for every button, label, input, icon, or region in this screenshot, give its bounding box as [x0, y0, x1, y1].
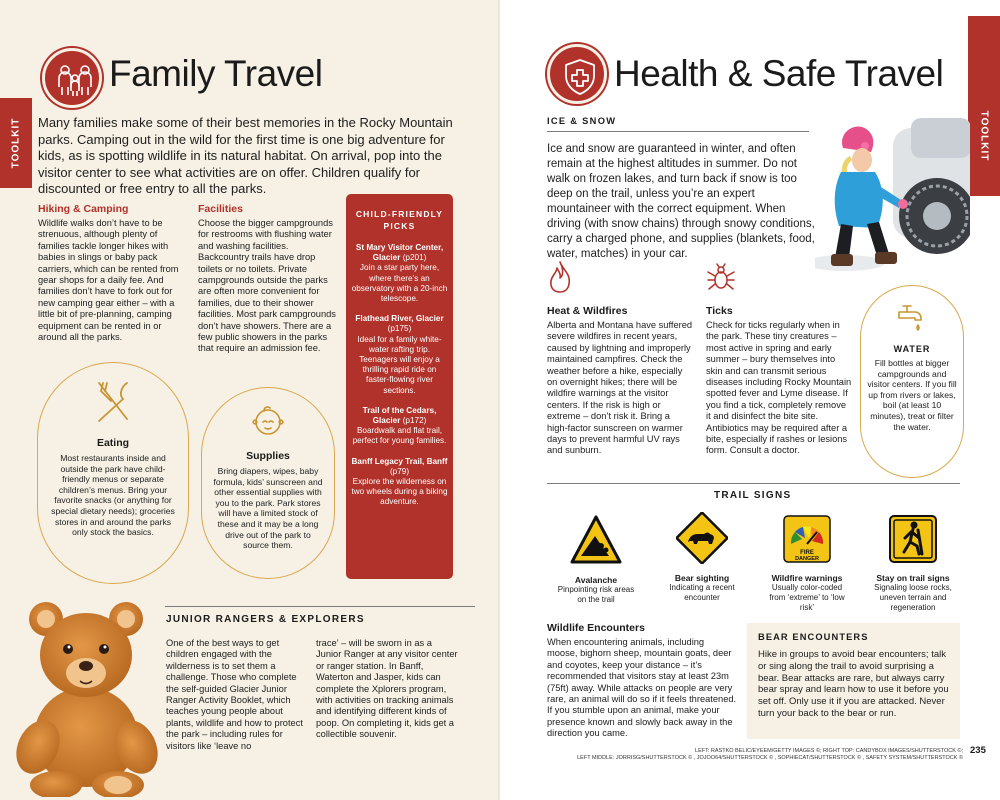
tick-icon: [706, 262, 736, 294]
bear-heading: BEAR ENCOUNTERS: [758, 632, 869, 642]
pick-name: Flathead River, Glacier: [355, 314, 444, 324]
pick-name: Trail of the Cedars, Glacier: [362, 405, 437, 426]
bear-sign-icon: [676, 512, 728, 564]
pick-ref: (p175): [387, 324, 412, 334]
ice-snow-text: Ice and snow are guaranteed in winter, and often remain at the highest altitudes in summer. Do not walk on frozen lakes, and turn back if snow is too deep on the trail, unless you’re an expert mountaineer with the correct equipment. When driving (with snow chains) through snowy conditions, carry a charged phone, and supplies (blankets, food, water, matches) in your car.: [547, 143, 815, 260]
hiking-heading: Hiking & Camping: [38, 203, 129, 215]
water-capsule: [860, 285, 964, 478]
supplies-capsule: [201, 387, 335, 579]
snow-chains-photo: [815, 108, 970, 278]
pick-item: [351, 457, 448, 508]
photo-credits-line2: LEFT MIDDLE: JORRISG/SHUTTERSTOCK © , JOJOO64/SHUTTERSTOCK © , SOPHIECAT/SHUTTERSTOCK © , SAFETY SYSTEM/SHUTTERSTOCK ©: [577, 755, 963, 761]
sign-bear: [660, 512, 744, 603]
facilities-section: [198, 203, 336, 355]
pick-name: Banff Legacy Trail, Banff: [351, 456, 448, 466]
sign-stay-on-trail: [865, 514, 961, 613]
sign-desc: Pinpointing risk areas on the trail: [557, 585, 635, 604]
fire-sign-text-line2: DANGER: [795, 556, 819, 562]
toolkit-tab-left: [0, 98, 32, 188]
ticks-text: Check for ticks regularly when in the park. These tiny creatures – most active in spring and early summer – bury themselves into skin and can transmit serious diseases including Rocky Mountain spotted fever and Lyme disease. If you find a tick, completely remove it and disinfect the bite site. Antibiotics may be required after a bite, especially if rashes or lesions form. Consult a doctor.: [706, 320, 852, 456]
trail-signs-divider: [547, 483, 960, 484]
baby-icon: [250, 402, 286, 438]
ice-divider: [547, 131, 809, 132]
pick-ref: (p201): [402, 253, 427, 263]
sign-title: Avalanche: [574, 575, 618, 585]
pick-desc: Join a star party here, where there’s an observatory with a 20-inch telescope.: [351, 263, 448, 304]
pick-name: St Mary Visitor Center, Glacier: [355, 243, 444, 263]
sign-title: Wildfire warnings: [771, 573, 843, 583]
toolkit-tab-right: [968, 16, 1000, 196]
fire-sign-text-line1: FIRE: [800, 550, 814, 556]
sign-title: Stay on trail signs: [876, 573, 950, 583]
ticks-section: [706, 305, 852, 457]
eating-heading: Eating: [96, 437, 130, 449]
junior-rangers-heading: JUNIOR RANGERS & EXPLORERS: [166, 614, 365, 625]
junior-rangers-col1: One of the best ways to get children engaged with the wilderness is to set them a challenge. Those who complete the self-guided Glacier Junior Ranger Activity Booklet, which teaches young people about plants, wildlife and how to protect the park – including rules for visitors like ‘leave no: [166, 638, 303, 751]
section-divider: [165, 606, 475, 607]
toolkit-tab-label: TOOLKIT: [10, 117, 22, 169]
bear-encounters-box: [747, 623, 960, 739]
supplies-heading: Supplies: [246, 450, 290, 462]
tap-icon: [895, 300, 929, 334]
photo-credits-line1: LEFT: RASTKO BELIC/EYEEM/GETTY IMAGES ©; RIGHT TOP: CANDYBOX IMAGES/SHUTTERSTOCK ©;: [695, 748, 963, 754]
bear-text: Hike in groups to avoid bear encounters; talk or sing along the trail to avoid surprising a bear. Bear attacks are rare, but always carry bear spray and learn how to use it before you set off. Only use it if you are attacked. Never turn your back to the bear or run.: [758, 649, 949, 719]
heat-section: [547, 305, 693, 457]
supplies-text: Bring diapers, wipes, baby formula, kids’ sunscreen and other essential supplies with you to the park. Park stores will have a limited stock of these and it may be a long drive out of the park to source them.: [213, 466, 323, 551]
facilities-text: Choose the bigger campgrounds for restrooms with flushing water and washing facilities. Backcountry trails have drop toilets or no toilets. Private campgrounds outside the parks are often more convenient for families, due to their shower facilities. Most park campgrounds don’t have showers. There are a few public showers in the parks that require an admission fee.: [198, 218, 336, 354]
sign-title: Bear sighting: [674, 573, 730, 583]
sign-desc: Indicating a recent encounter: [669, 583, 735, 602]
picks-heading: CHILD-FRIENDLY PICKS: [355, 209, 444, 231]
hiker-sign-icon: [888, 514, 938, 564]
wildlife-heading: Wildlife Encounters: [547, 622, 645, 634]
water-heading: WATER: [893, 344, 931, 354]
fire-danger-sign-icon: [782, 514, 832, 564]
flame-icon: [547, 260, 573, 294]
wildlife-text: When encountering animals, including moose, bighorn sheep, mountain goats, deer and coyotes, keep your distance – it’s recommended that visitors stay at least 23m (75ft) away. While attacks on people are very rare, an animal will do so if it feels threatened. If you stumble upon an animal, make your presence known and slowly back away in the direction you came.: [547, 637, 737, 739]
sign-avalanche: [554, 514, 638, 605]
cutlery-icon: [91, 379, 135, 425]
hiking-text: Wildlife walks don’t have to be strenuous, although plenty of families tackle longer hikes with babies in slings or baby pack carriers, which can be rented from gear shops for a daily fee. And families don’t have to fork out for new camping gear either – with a little bit of pre-planning, camping equipment can be rented in or around all the parks.: [38, 218, 179, 343]
pick-desc: Boardwalk and flat trail, perfect for young families.: [352, 426, 447, 446]
eating-capsule: [37, 362, 189, 584]
child-friendly-picks-box: [346, 194, 453, 579]
family-icon: [42, 48, 102, 108]
medical-shield-icon: [547, 44, 607, 104]
page-title-right: Health & Safe Travel: [614, 53, 944, 94]
intro-paragraph: Many families make some of their best memories in the Rocky Mountain parks. Camping out in the wild for the first time is one big adventure for kids, as is spotting wildlife in its natural habitat. On arrival, pop into the visitor center to see what activities are on offer. Children qualify for discounted or free entry to all the parks.: [38, 115, 453, 196]
wildlife-section: [547, 622, 737, 740]
pick-desc: Explore the wilderness on two wheels during a biking adventure.: [351, 477, 448, 507]
hiking-section: [38, 203, 188, 343]
sign-desc: Signaling loose rocks, uneven terrain and regeneration: [874, 583, 952, 612]
pick-desc: Ideal for a family white-water rafting trip. Teenagers will enjoy a thrilling rapid ride on faster-flowing river sections.: [357, 334, 442, 395]
avalanche-sign-icon: [569, 514, 623, 566]
pick-ref: (p79): [389, 466, 410, 476]
water-text: Fill bottles at bigger campgrounds and visitor centers. If you fill up from rivers or lakes, boil (at least 10 minutes), treat or filter the water.: [867, 358, 957, 432]
heat-text: Alberta and Montana have suffered severe wildfires in recent years, caused by lightning and improperly maintained campfires. Check the weather before a hike, especially on overnight hikes; there will be wildfire warnings at the visitor centers. If the risk is high or extreme – don’t risk it. Bring a high-factor sunscreen on warmer days to prevent harmful UV rays and sunburn.: [547, 320, 693, 456]
ticks-heading: Ticks: [706, 305, 733, 317]
toolkit-tab-label: TOOLKIT: [978, 110, 990, 162]
eating-text: Most restaurants inside and outside the park have child-friendly menus or separate children’s menus. Bring your favorite snacks (or anything for special dietary needs); groceries stores in and around the parks only stock the basics.: [51, 453, 175, 538]
ice-snow-heading: ICE & SNOW: [547, 116, 617, 126]
heat-heading: Heat & Wildfires: [547, 305, 628, 317]
pick-item: [351, 243, 448, 304]
pick-item: [351, 314, 448, 396]
teddy-bear-illustration: [8, 597, 168, 797]
page-number: 235: [970, 745, 986, 756]
pick-item: [351, 406, 448, 447]
junior-rangers-col2: trace’ – will be sworn in as a Junior Ranger at any visitor center or ranger station. In Banff, Waterton and Jasper, kids can complete the Xplorers program, with activities on tracking animals and identifying different kinds of poop. On completing it, kids get a collectible souvenir.: [316, 638, 458, 740]
sign-desc: Usually color-coded from ‘extreme’ to ‘low risk’: [769, 583, 845, 612]
page-title-left: Family Travel: [109, 53, 323, 94]
sign-wildfire: [763, 514, 851, 613]
facilities-heading: Facilities: [198, 203, 243, 215]
trail-signs-heading: TRAIL SIGNS: [714, 490, 792, 501]
pick-ref: (p172): [402, 416, 427, 426]
